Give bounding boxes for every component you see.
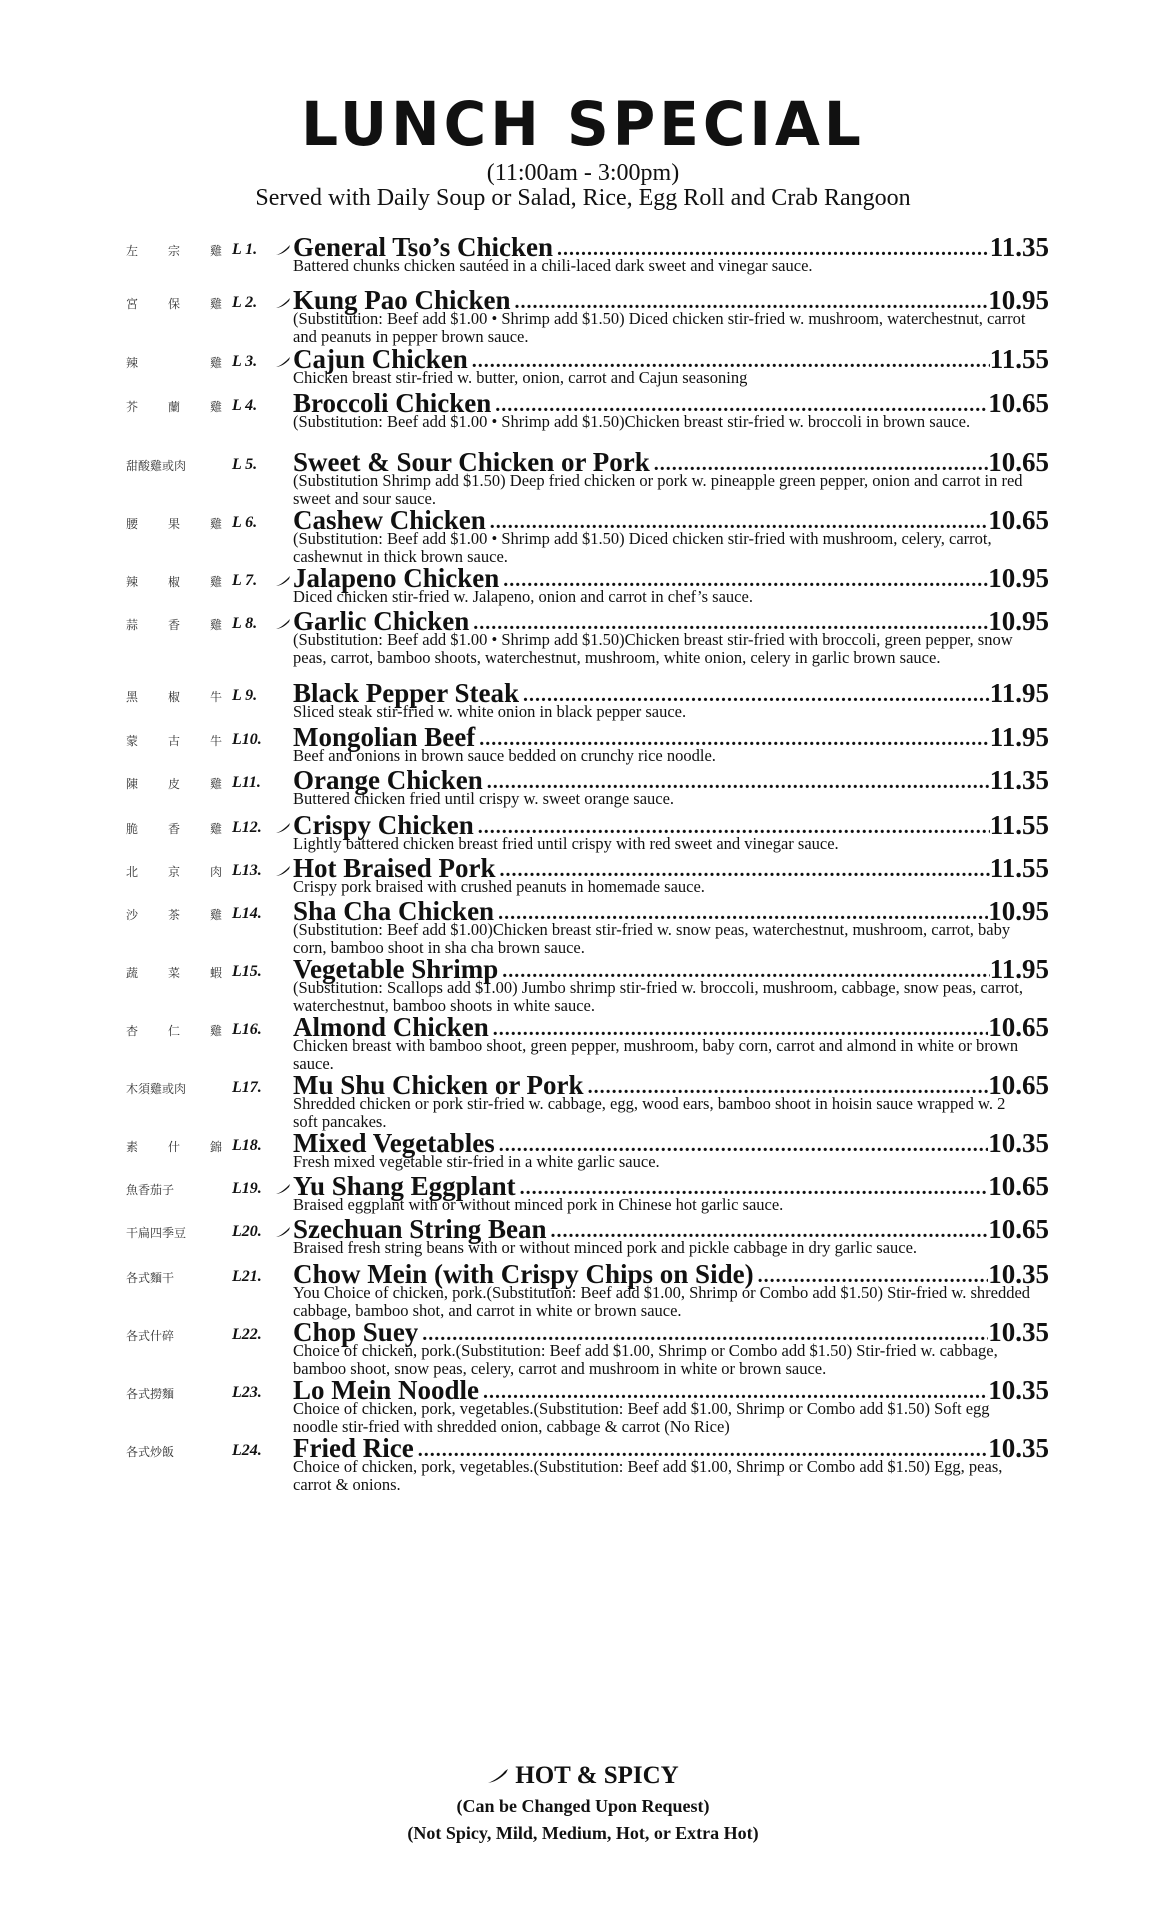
dish-price: 10.35	[988, 1375, 1049, 1405]
dish-name: Lo Mein Noodle	[293, 1375, 479, 1405]
dish-description: Braised eggplant with or without minced pork in Chinese hot garlic sauce.	[293, 1195, 784, 1214]
item-code: L20.	[232, 1223, 262, 1240]
dish-price: 10.65	[988, 1070, 1049, 1100]
dish-name: Mongolian Beef	[293, 722, 476, 752]
item-code: L18.	[232, 1137, 262, 1154]
dish-name: Mu Shu Chicken or Pork	[293, 1070, 584, 1100]
chinese-dish-name: 宮 保 雞	[126, 297, 222, 311]
chinese-dish-name: 芥 蘭 雞	[126, 400, 222, 414]
item-code: L13.	[232, 862, 262, 879]
dish-price: 10.95	[988, 563, 1049, 593]
item-code: L 7.	[232, 572, 258, 589]
dish-description: Crispy pork braised with crushed peanuts in homemade sauce.	[293, 877, 705, 896]
dish-description: Choice of chicken, pork.(Substitution: Beef add $1.00, Shrimp or Combo add $1.50) Stir-fried w. cabbage, bamboo shoot, snow peas, celery, carrot and mushroom in white or brown sauce.	[293, 1341, 998, 1378]
chili-pepper-icon	[275, 244, 291, 256]
dish-name: Hot Braised Pork	[293, 853, 496, 883]
chinese-dish-name: 素 什 錦	[126, 1140, 222, 1154]
item-code: L 2.	[232, 294, 258, 311]
dish-description: (Substitution: Beef add $1.00)Chicken breast stir-fried w. snow peas, waterchestnut, mushroom, carrot, baby corn, bamboo shoot in sha cha brown sauce.	[293, 920, 1011, 957]
dish-description: Sliced steak stir-fried w. white onion in black pepper sauce.	[293, 702, 687, 721]
item-code: L21.	[232, 1268, 262, 1285]
item-code: L 5.	[232, 456, 258, 473]
dish-description: (Substitution: Beef add $1.00 • Shrimp add $1.50) Diced chicken stir-fried with mushroom, celery, carrot, cashewnut in thick brown sauce.	[293, 529, 992, 566]
dish-price: 11.55	[989, 853, 1049, 883]
dish-description: You Choice of chicken, pork.(Substitution: Beef add $1.00, Shrimp or Combo add $1.50) Stir-fried w. shredded cabbage, bamboo shot, and carrot in white or brown sauce.	[293, 1283, 1031, 1320]
chinese-dish-name: 杏 仁 雞	[126, 1024, 222, 1038]
chinese-dish-name: 辣 雞	[126, 356, 222, 370]
dish-name: Chow Mein (with Crispy Chips on Side)	[293, 1259, 754, 1289]
chinese-dish-name: 黑 椒 牛	[126, 690, 222, 704]
chili-pepper-icon	[487, 1768, 509, 1784]
item-code: L 3.	[232, 353, 258, 370]
dish-price: 10.65	[988, 1012, 1049, 1042]
hot-spicy-label: HOT & SPICY	[515, 1762, 679, 1790]
dish-description: Chicken breast with bamboo shoot, green pepper, mushroom, baby corn, carrot and almond in white or brown sauce.	[293, 1036, 1019, 1073]
dish-price: 11.95	[989, 722, 1049, 752]
chinese-dish-name: 蔬 菜 蝦	[126, 966, 222, 980]
dish-price: 11.35	[989, 765, 1049, 795]
lunch-hours: (11:00am - 3:00pm)	[486, 160, 680, 186]
chinese-dish-name: 各式炒飯	[126, 1445, 175, 1459]
chinese-dish-name: 各式麵干	[126, 1271, 175, 1285]
hot-spicy-legend	[0, 1761, 1166, 1790]
dish-name: Garlic Chicken	[293, 606, 470, 636]
chili-pepper-icon	[275, 1183, 291, 1195]
chinese-dish-name: 北 京 肉	[126, 865, 222, 879]
dish-description: Braised fresh string beans with or without minced pork and pickle cabbage in dry garlic sauce.	[293, 1238, 918, 1257]
item-code: L15.	[232, 963, 262, 980]
item-code: L14.	[232, 905, 262, 922]
spice-note-changeable: (Can be Changed Upon Request)	[456, 1796, 710, 1816]
dish-price: 10.65	[988, 505, 1049, 535]
served-with-note: Served with Daily Soup or Salad, Rice, Egg Roll and Crab Rangoon	[255, 185, 911, 211]
chinese-dish-name: 辣 椒 雞	[126, 575, 222, 589]
dish-name: Almond Chicken	[293, 1012, 489, 1042]
dish-price: 11.95	[989, 954, 1049, 984]
dish-description: Beef and onions in brown sauce bedded on crunchy rice noodle.	[293, 746, 716, 765]
item-code: L11.	[232, 774, 261, 791]
chinese-dish-name: 陳 皮 雞	[126, 777, 222, 791]
dish-name: Yu Shang Eggplant	[293, 1171, 516, 1201]
dish-price: 10.65	[988, 388, 1049, 418]
spice-note-levels: (Not Spicy, Mild, Medium, Hot, or Extra Hot)	[407, 1823, 759, 1843]
dish-description: (Substitution: Scallops add $1.00) Jumbo shrimp stir-fried w. broccoli, mushroom, cabbage, snow peas, carrot, waterchestnut, bamboo shoots in white sauce.	[293, 978, 1023, 1015]
dish-name: Vegetable Shrimp	[293, 954, 499, 984]
chinese-dish-name: 脆 香 雞	[126, 822, 222, 836]
chinese-dish-name: 左 宗 雞	[126, 244, 222, 258]
dish-description: (Substitution: Beef add $1.00 • Shrimp add $1.50)Chicken breast stir-fried with broccoli, green pepper, snow peas, carrot, bamboo shoots, waterchestnut, mushroom, white onion, celery in garlic brown sauce.	[293, 630, 1013, 667]
dish-description: Shredded chicken or pork stir-fried w. cabbage, egg, wood ears, bamboo shoot in hoisin sauce wrapped w. 2 soft pancakes.	[293, 1094, 1006, 1131]
dish-description: Choice of chicken, pork, vegetables.(Substitution: Beef add $1.00, Shrimp or Combo add $1.50) Egg, peas, carrot & onions.	[293, 1457, 1003, 1494]
chili-pepper-icon	[275, 822, 291, 834]
dish-description: Diced chicken stir-fried w. Jalapeno, onion and carrot in chef’s sauce.	[293, 587, 753, 606]
dish-price: 10.65	[988, 447, 1049, 477]
dish-price: 11.95	[989, 678, 1049, 708]
dish-name: Fried Rice	[293, 1433, 414, 1463]
dish-name: Szechuan String Bean	[293, 1214, 547, 1244]
dish-price: 10.35	[988, 1317, 1049, 1347]
item-code: L22.	[232, 1326, 262, 1343]
dish-description: Battered chunks chicken sautéed in a chili-laced dark sweet and vinegar sauce.	[293, 256, 813, 275]
item-code: L 4.	[232, 397, 258, 414]
chili-pepper-icon	[275, 356, 291, 368]
item-code: L17.	[232, 1079, 262, 1096]
dish-name: Orange Chicken	[293, 765, 483, 795]
dish-price: 11.35	[989, 232, 1049, 262]
dish-price: 10.65	[988, 1171, 1049, 1201]
chinese-dish-name: 木須雞或肉	[126, 1082, 187, 1096]
item-code: L 6.	[232, 514, 258, 531]
chinese-dish-name: 沙 茶 雞	[126, 908, 222, 922]
page-title: LUNCH SPECIAL	[301, 88, 865, 160]
dish-description: (Substitution Shrimp add $1.50) Deep fried chicken or pork w. pineapple green pepper, onion and carrot in red sweet and sour sauce.	[293, 471, 1023, 508]
item-code: L 1.	[232, 241, 258, 258]
dish-name: Broccoli Chicken	[293, 388, 492, 418]
chinese-dish-name: 蒙 古 牛	[126, 734, 222, 748]
item-code: L23.	[232, 1384, 262, 1401]
dish-price: 10.65	[988, 1214, 1049, 1244]
dish-description: (Substitution: Beef add $1.00 • Shrimp add $1.50)Chicken breast stir-fried w. broccoli in brown sauce.	[293, 412, 971, 431]
dish-name: Sweet & Sour Chicken or Pork	[293, 447, 650, 477]
item-code: L24.	[232, 1442, 262, 1459]
item-code: L 8.	[232, 615, 258, 632]
chinese-dish-name: 魚香茄子	[126, 1183, 175, 1197]
chinese-dish-name: 腰 果 雞	[126, 517, 222, 531]
dish-description: Fresh mixed vegetable stir-fried in a white garlic sauce.	[293, 1152, 660, 1171]
dish-price: 10.35	[988, 1433, 1049, 1463]
dish-price: 10.35	[988, 1259, 1049, 1289]
dish-name: Black Pepper Steak	[293, 678, 520, 708]
chili-pepper-icon	[275, 865, 291, 877]
dish-name: Kung Pao Chicken	[293, 285, 511, 315]
dish-name: General Tso’s Chicken	[293, 232, 554, 262]
item-code: L10.	[232, 731, 262, 748]
chinese-dish-name: 蒜 香 雞	[126, 618, 222, 632]
chili-pepper-icon	[275, 575, 291, 587]
chinese-dish-name: 各式撈麵	[126, 1387, 175, 1401]
item-code: L16.	[232, 1021, 262, 1038]
item-code: L19.	[232, 1180, 262, 1197]
dish-name: Mixed Vegetables	[293, 1128, 495, 1158]
dish-description: Lightly battered chicken breast fried until crispy with red sweet and vinegar sauce.	[293, 834, 839, 853]
dish-price: 11.55	[989, 344, 1049, 374]
item-code: L12.	[232, 819, 262, 836]
chili-pepper-icon	[275, 618, 291, 630]
dish-price: 10.95	[988, 285, 1049, 315]
dish-price: 10.95	[988, 896, 1049, 926]
dish-name: Jalapeno Chicken	[293, 563, 500, 593]
dish-price: 10.35	[988, 1128, 1049, 1158]
chili-pepper-icon	[275, 297, 291, 309]
chinese-dish-name: 甜酸雞或肉	[126, 459, 187, 473]
chinese-dish-name: 干扁四季豆	[126, 1226, 187, 1240]
dish-description: Choice of chicken, pork, vegetables.(Substitution: Beef add $1.00, Shrimp or Combo add $1.50) Soft egg noodle stir-fried with shredded onion, cabbage & carrot (No Rice)	[293, 1399, 990, 1436]
dish-name: Cashew Chicken	[293, 505, 486, 535]
dish-price: 10.95	[988, 606, 1049, 636]
dish-description: Chicken breast stir-fried w. butter, onion, carrot and Cajun seasoning	[293, 368, 748, 387]
dish-description: (Substitution: Beef add $1.00 • Shrimp add $1.50) Diced chicken stir-fried w. mushroom, waterchestnut, carrot and peanuts in pepper brown sauce.	[293, 309, 1026, 346]
dish-name: Cajun Chicken	[293, 344, 468, 374]
item-code: L 9.	[232, 687, 258, 704]
dish-description: Buttered chicken fried until crispy w. sweet orange sauce.	[293, 789, 675, 808]
chili-pepper-icon	[275, 1226, 291, 1238]
dish-price: 11.55	[989, 810, 1049, 840]
dish-name: Crispy Chicken	[293, 810, 474, 840]
dish-name: Sha Cha Chicken	[293, 896, 495, 926]
chinese-dish-name: 各式什碎	[126, 1329, 175, 1343]
dish-name: Chop Suey	[293, 1317, 419, 1347]
